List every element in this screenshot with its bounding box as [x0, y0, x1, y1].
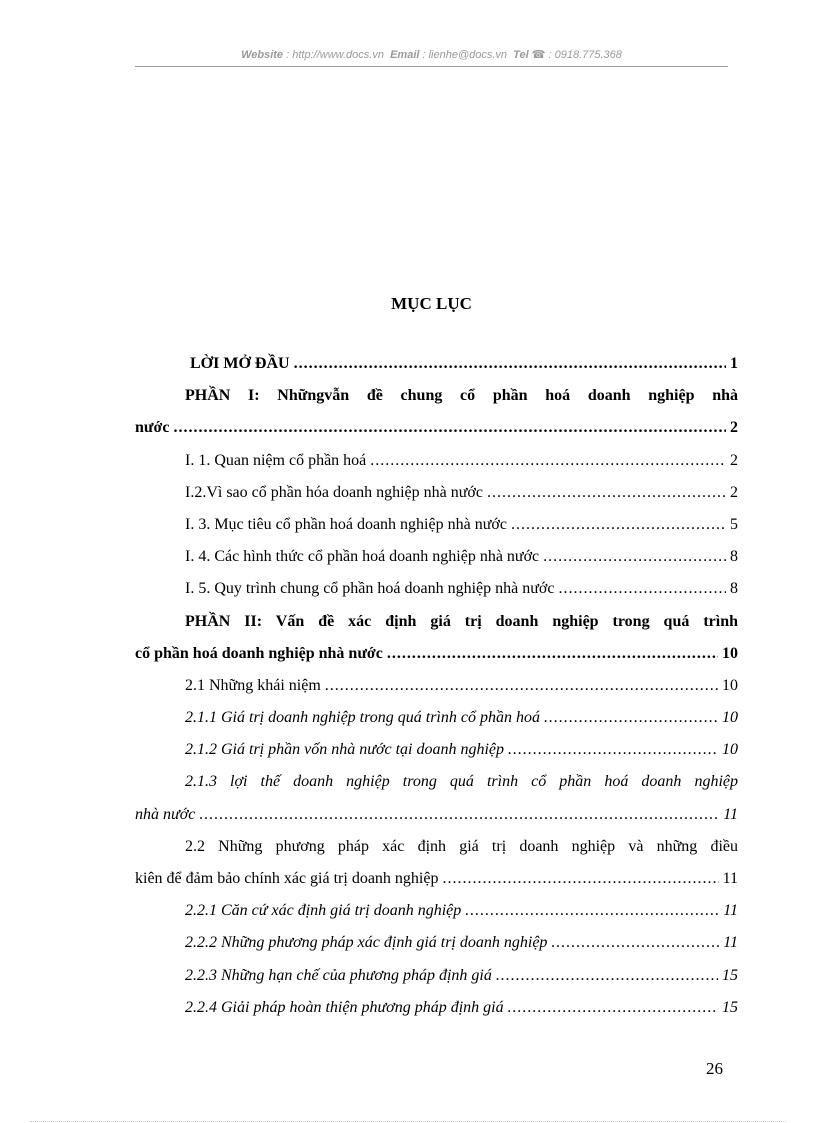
page-bottom-divider: [30, 1121, 786, 1122]
toc-entry-label: 2.1.1 Giá trị doanh nghiệp trong quá trình cổ phần hoá: [185, 709, 540, 727]
toc-entry-i5[interactable]: [135, 580, 738, 612]
toc-entry-label: 2.1 Những khái niệm: [185, 676, 321, 694]
toc-leader: [544, 709, 718, 727]
toc-entry-page: 15: [722, 966, 738, 984]
toc-entry-2-2-4[interactable]: [135, 999, 738, 1031]
toc-leader: [465, 902, 719, 920]
toc-leader: [173, 419, 726, 437]
toc-entry-2-2[interactable]: [135, 870, 738, 902]
toc-entry-2-2-1[interactable]: [135, 902, 738, 934]
toc-leader: [294, 355, 726, 373]
toc-entry-i1[interactable]: [135, 452, 738, 484]
toc-entry-page: 2: [730, 483, 738, 501]
header-divider: [135, 66, 728, 67]
toc-leader: [487, 484, 726, 502]
toc-entry-label: nhà nước: [135, 805, 196, 823]
toc-entry-2-2-line1[interactable]: 2.2 Những phương pháp xác định giá trị doanh nghiệp và những điều: [185, 837, 738, 855]
toc-entry-loi-mo-dau[interactable]: [135, 355, 738, 387]
page-title: MỤC LỤC: [391, 294, 472, 313]
toc-entry-label: 2.2.4 Giải pháp hoàn thiện phương pháp định giá: [185, 998, 504, 1016]
page-number: 26: [706, 1059, 723, 1078]
website-url[interactable]: : http://www.docs.vn: [286, 49, 384, 61]
toc-entry-page: 2: [730, 451, 738, 469]
toc-entry-2-1-3[interactable]: [135, 806, 738, 838]
toc-entry-2-1[interactable]: [135, 677, 738, 709]
toc-entry-2-2-3[interactable]: [135, 967, 738, 999]
toc-entry-label: I.2.Vì sao cổ phần hóa doanh nghiệp nhà nước: [185, 483, 483, 501]
toc-leader: [325, 677, 718, 695]
toc-entry-page: 10: [722, 709, 738, 727]
toc-entry-label: 2.2.2 Những phương pháp xác định giá trị doanh nghiệp: [185, 934, 548, 952]
toc-entry-page: 10: [722, 741, 738, 759]
toc-leader: [442, 870, 718, 888]
toc-entry-label: 2.2.1 Căn cứ xác định giá trị doanh nghiệp: [185, 902, 462, 920]
toc-entry-label: I. 4. Các hình thức cổ phần hoá doanh nghiệp nhà nước: [185, 548, 540, 566]
toc-entry-label: nước: [135, 419, 170, 437]
toc-entry-label: I. 5. Quy trình chung cổ phần hoá doanh nghiệp nhà nước: [185, 580, 555, 598]
toc-entry-i3[interactable]: [135, 516, 738, 548]
toc-entry-page: 11: [723, 902, 738, 920]
page-header: [135, 48, 728, 61]
toc-entry-phan2-line1[interactable]: PHẦN II: Vấn đề xác định giá trị doanh nghiệp trong quá trình: [185, 612, 738, 630]
toc-entry-page: 8: [730, 548, 738, 566]
email-address[interactable]: : lienhe@docs.vn: [422, 49, 508, 61]
toc-entry-i2[interactable]: [135, 484, 738, 516]
toc-entry-page: 5: [730, 515, 738, 533]
toc-entry-label: I. 3. Mục tiêu cổ phần hoá doanh nghiệp nhà nước: [185, 515, 507, 533]
toc-leader: [543, 548, 726, 566]
toc-entry-page: 11: [722, 870, 738, 887]
toc-entry-page: 10: [722, 644, 738, 662]
toc-leader: [551, 934, 719, 952]
toc-entry-2-2-2[interactable]: [135, 934, 738, 966]
toc-entry-label: I. 1. Quan niệm cổ phần hoá: [185, 451, 367, 469]
toc-entry-label: cổ phần hoá doanh nghiệp nhà nước: [135, 644, 383, 662]
toc-leader: [387, 645, 718, 663]
toc-entry-label: 2.2.3 Những hạn chế của phương pháp định giá: [185, 966, 492, 984]
toc-entry-page: 10: [722, 676, 738, 694]
toc-entry-page: 8: [730, 580, 738, 598]
toc-leader: [511, 516, 726, 534]
toc-entry-page: 11: [723, 934, 738, 952]
toc-leader: [508, 741, 718, 759]
toc-entry-page: 11: [723, 805, 738, 823]
toc-leader: [496, 967, 718, 985]
toc-entry-2-1-2[interactable]: [135, 741, 738, 773]
table-of-contents: [135, 355, 738, 1031]
toc-entry-phan1[interactable]: [135, 419, 738, 451]
toc-entry-phan2[interactable]: [135, 645, 738, 677]
toc-entry-page: 1: [730, 355, 738, 372]
toc-entry-label: 2.1.2 Giá trị phần vốn nhà nước tại doanh nghiệp: [185, 741, 505, 759]
toc-leader: [199, 806, 719, 824]
tel-number: ☎ : 0918.775.368: [531, 49, 622, 61]
toc-entry-page: 15: [722, 998, 738, 1016]
email-label: Email: [390, 49, 420, 61]
toc-entry-phan1-line1[interactable]: PHẦN I: Nhữngvẫn đề chung cổ phần hoá doanh nghiệp nhà: [185, 387, 738, 405]
toc-entry-2-1-3-line1[interactable]: 2.1.3 lợi thế doanh nghiệp trong quá trình cổ phần hoá doanh nghiệp: [185, 773, 738, 791]
toc-entry-i4[interactable]: [135, 548, 738, 580]
toc-entry-page: 2: [730, 419, 738, 437]
toc-leader: [508, 999, 718, 1017]
toc-leader: [559, 580, 727, 598]
toc-entry-label: LỜI MỞ ĐẦU: [190, 355, 290, 372]
toc-entry-2-1-1[interactable]: [135, 709, 738, 741]
toc-entry-label: kiên để đảm bảo chính xác giá trị doanh nghiệp: [135, 870, 439, 887]
tel-label: Tel: [513, 49, 529, 61]
website-label: Website: [241, 49, 284, 61]
toc-leader: [370, 452, 726, 470]
